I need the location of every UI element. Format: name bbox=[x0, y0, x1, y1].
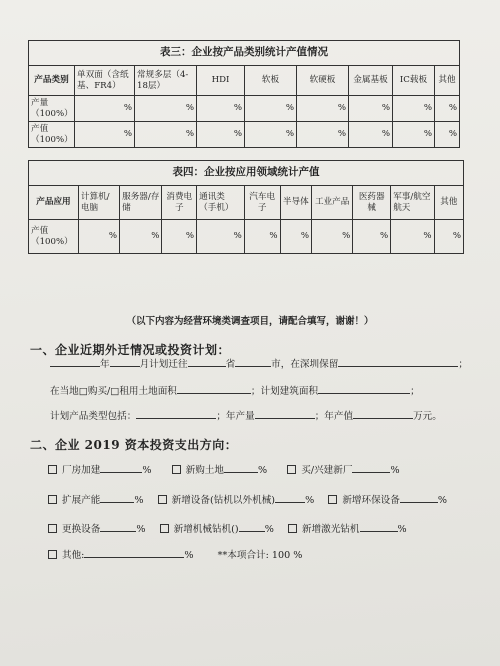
percent-cell[interactable]: % bbox=[244, 220, 280, 254]
invest-item[interactable]: 更换设备 % bbox=[48, 524, 146, 535]
land-label: 在当地□购买/□租用土地面积 bbox=[50, 386, 177, 397]
percent-cell[interactable]: % bbox=[349, 122, 393, 148]
category-header: 单双面（含纸基、FR4） bbox=[75, 66, 135, 96]
percent-cell[interactable]: % bbox=[391, 220, 434, 254]
building-area-field[interactable] bbox=[318, 384, 410, 394]
relocation-line bbox=[50, 356, 468, 370]
invest-row bbox=[48, 547, 302, 561]
category-header: 其他 bbox=[434, 186, 463, 220]
category-header: 常规多层（4-18层） bbox=[135, 66, 197, 96]
percent-cell[interactable]: % bbox=[245, 96, 297, 122]
retained-field[interactable] bbox=[338, 357, 458, 367]
percent-cell[interactable]: % bbox=[197, 96, 245, 122]
category-header: 汽车电子 bbox=[244, 186, 280, 220]
category-header: HDI bbox=[197, 66, 245, 96]
percent-cell[interactable]: % bbox=[245, 122, 297, 148]
category-header: 软硬板 bbox=[297, 66, 349, 96]
month-label: 月计划迁往 bbox=[139, 359, 188, 370]
checkbox[interactable] bbox=[48, 495, 57, 504]
year-field[interactable] bbox=[50, 357, 100, 367]
table4-title: 表四：企业按应用领域统计产值 bbox=[29, 161, 464, 186]
percent-cell[interactable]: % bbox=[435, 122, 460, 148]
category-header: 消费电子 bbox=[162, 186, 197, 220]
invest-item[interactable]: 新增机械钻机() % bbox=[160, 524, 274, 535]
percent-cell[interactable]: % bbox=[75, 96, 135, 122]
invest-item[interactable]: 新增设备(钻机以外机械) % bbox=[158, 495, 315, 506]
section2-heading: 二、企业 2019 资本投资支出方向： bbox=[30, 438, 238, 452]
notice-text: （以下内容为经营环境类调查项目，请配合填写，谢谢！） bbox=[126, 316, 374, 327]
percent-cell[interactable]: % bbox=[135, 122, 197, 148]
percent-cell[interactable]: % bbox=[78, 220, 119, 254]
percent-cell[interactable]: % bbox=[197, 122, 245, 148]
checkbox[interactable] bbox=[160, 524, 169, 533]
category-header: 计算机/电脑 bbox=[78, 186, 119, 220]
invest-item[interactable]: 其他: % bbox=[48, 550, 194, 561]
percent-cell[interactable]: % bbox=[120, 220, 162, 254]
invest-row bbox=[48, 462, 400, 476]
relocation-end: ； bbox=[458, 359, 468, 370]
percent-cell[interactable]: % bbox=[162, 220, 197, 254]
building-area-label: ；计划建筑面积 bbox=[250, 386, 319, 397]
category-header: 软板 bbox=[245, 66, 297, 96]
annual-output-field[interactable] bbox=[255, 409, 315, 419]
table3-header-label: 产品类别 bbox=[29, 66, 75, 96]
percent-cell[interactable]: % bbox=[434, 220, 463, 254]
land-end: ； bbox=[410, 386, 420, 397]
category-header: 半导体 bbox=[280, 186, 311, 220]
province-field[interactable] bbox=[188, 357, 226, 367]
checkbox[interactable] bbox=[287, 465, 296, 474]
checkbox[interactable] bbox=[48, 524, 57, 533]
product-type-label: 计划产品类型包括： bbox=[50, 411, 137, 422]
table-product-category bbox=[28, 40, 460, 148]
year-label: 年 bbox=[100, 359, 110, 370]
category-header: 其他 bbox=[435, 66, 460, 96]
checkbox[interactable] bbox=[158, 495, 167, 504]
land-area-field[interactable] bbox=[177, 384, 251, 394]
invest-item[interactable]: 新增环保设备 % bbox=[328, 495, 447, 506]
checkbox[interactable] bbox=[328, 495, 337, 504]
checkbox[interactable] bbox=[48, 550, 57, 559]
percent-cell[interactable]: % bbox=[393, 122, 435, 148]
category-header: 工业产品 bbox=[312, 186, 353, 220]
category-header: IC载板 bbox=[393, 66, 435, 96]
category-header: 金属基板 bbox=[349, 66, 393, 96]
checkbox[interactable] bbox=[172, 465, 181, 474]
annual-value-label: ；年产值 bbox=[314, 411, 354, 422]
percent-cell[interactable]: % bbox=[197, 220, 245, 254]
percent-cell[interactable]: % bbox=[353, 220, 391, 254]
percent-cell[interactable]: % bbox=[75, 122, 135, 148]
table-application-field bbox=[28, 160, 464, 254]
percent-cell[interactable]: % bbox=[135, 96, 197, 122]
checkbox[interactable] bbox=[288, 524, 297, 533]
table3-title: 表三：企业按产品类别统计产值情况 bbox=[29, 41, 460, 66]
product-type-field[interactable] bbox=[136, 409, 216, 419]
invest-item[interactable]: 新购土地 % bbox=[172, 465, 268, 476]
category-header: 医药器械 bbox=[353, 186, 391, 220]
annual-output-label: ；年产量 bbox=[216, 411, 255, 422]
percent-cell[interactable]: % bbox=[393, 96, 435, 122]
invest-item[interactable]: 厂房加建 % bbox=[48, 465, 152, 476]
category-header: 通讯类（手机） bbox=[197, 186, 245, 220]
invest-total: **本项合计: 100 % bbox=[217, 550, 303, 561]
table3-row-label: 产值（100%） bbox=[29, 122, 75, 148]
city-field[interactable] bbox=[235, 357, 271, 367]
section1-heading: 一、企业近期外迁情况或投资计划： bbox=[30, 343, 231, 357]
invest-item[interactable]: 扩展产能 % bbox=[48, 495, 144, 506]
percent-cell[interactable]: % bbox=[280, 220, 311, 254]
invest-row bbox=[48, 521, 407, 535]
table4-header-label: 产品应用 bbox=[29, 186, 79, 220]
percent-cell[interactable]: % bbox=[349, 96, 393, 122]
city-label: 市，在深圳保留 bbox=[271, 359, 339, 370]
category-header: 军事/航空航天 bbox=[391, 186, 434, 220]
invest-item[interactable]: 新增激光钻机 % bbox=[288, 524, 407, 535]
percent-cell[interactable]: % bbox=[297, 122, 349, 148]
table4-row-label: 产值（100%） bbox=[29, 220, 79, 254]
percent-cell[interactable]: % bbox=[297, 96, 349, 122]
annual-value-field[interactable] bbox=[353, 409, 413, 419]
category-header: 服务器/存储 bbox=[120, 186, 162, 220]
invest-item[interactable]: 买/兴建新厂 % bbox=[287, 465, 399, 476]
land-line bbox=[50, 383, 420, 397]
invest-row bbox=[48, 492, 447, 506]
plan-line bbox=[50, 408, 442, 422]
table3-row-label: 产量（100%） bbox=[29, 96, 75, 122]
month-field[interactable] bbox=[110, 357, 140, 367]
unit-label: 万元。 bbox=[413, 411, 442, 422]
percent-cell[interactable]: % bbox=[312, 220, 353, 254]
percent-cell[interactable]: % bbox=[435, 96, 460, 122]
checkbox[interactable] bbox=[48, 465, 57, 474]
province-label: 省 bbox=[225, 359, 236, 370]
